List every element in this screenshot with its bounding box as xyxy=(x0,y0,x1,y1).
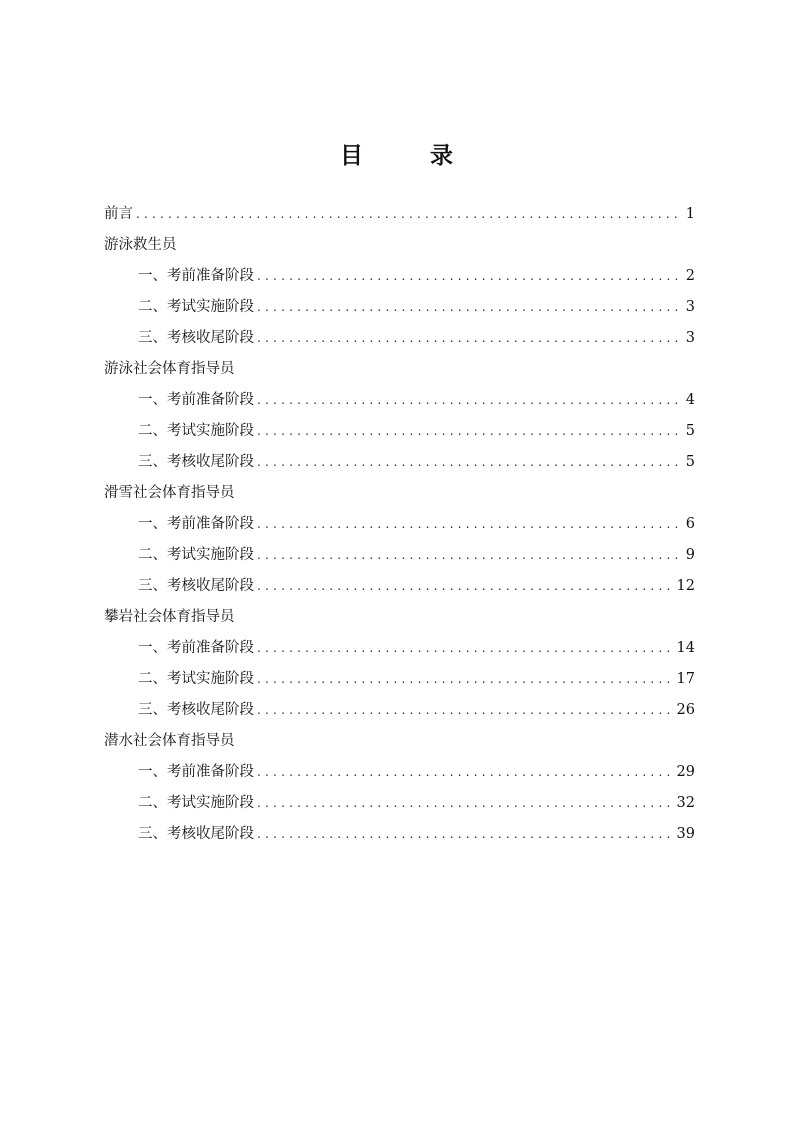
toc-entry[interactable] xyxy=(104,819,695,850)
toc-page-number: 32 xyxy=(676,795,695,811)
dot-leader xyxy=(257,819,674,850)
toc-entry[interactable] xyxy=(104,416,695,447)
toc-entry-label: 二、考试实施阶段 xyxy=(138,795,254,811)
dot-leader xyxy=(257,323,683,354)
toc-entry-label: 前言 xyxy=(104,206,133,222)
toc-page-number: 12 xyxy=(676,578,695,594)
toc-page-number: 2 xyxy=(685,268,695,284)
toc-entry[interactable] xyxy=(104,323,695,354)
dot-leader xyxy=(257,416,683,447)
toc-page-number: 5 xyxy=(685,454,695,470)
dot-leader xyxy=(257,571,674,602)
dot-leader xyxy=(257,292,683,323)
toc-page-number: 3 xyxy=(685,299,695,315)
toc-heading-label: 潜水社会体育指导员 xyxy=(104,733,235,749)
toc-page-number: 1 xyxy=(685,206,695,222)
dot-leader xyxy=(136,199,683,230)
toc-entry-label: 三、考核收尾阶段 xyxy=(138,826,254,842)
dot-leader xyxy=(257,695,674,726)
toc-page-number: 14 xyxy=(676,640,695,656)
toc-heading-label: 滑雪社会体育指导员 xyxy=(104,485,235,501)
dot-leader xyxy=(257,788,674,819)
toc-entry[interactable] xyxy=(104,292,695,323)
toc-heading-swim-lifeguard xyxy=(104,230,695,261)
toc-entry-label: 三、考核收尾阶段 xyxy=(138,702,254,718)
toc-entry[interactable] xyxy=(104,695,695,726)
toc-entry-label: 二、考试实施阶段 xyxy=(138,547,254,563)
toc-page-number: 3 xyxy=(685,330,695,346)
toc-page-number: 26 xyxy=(676,702,695,718)
toc-entry-preface[interactable] xyxy=(104,199,695,230)
toc-entry[interactable] xyxy=(104,664,695,695)
toc-heading-ski-instructor xyxy=(104,478,695,509)
dot-leader xyxy=(257,447,683,478)
toc-heading-label: 游泳救生员 xyxy=(104,237,177,253)
toc-entry-label: 三、考核收尾阶段 xyxy=(138,330,254,346)
toc-entry[interactable] xyxy=(104,509,695,540)
toc-page-number: 29 xyxy=(676,764,695,780)
toc-entry-label: 二、考试实施阶段 xyxy=(138,671,254,687)
toc-entry[interactable] xyxy=(104,571,695,602)
table-of-contents xyxy=(104,199,695,850)
toc-title: 目 录 xyxy=(340,142,475,169)
dot-leader xyxy=(257,633,674,664)
toc-page-number: 5 xyxy=(685,423,695,439)
toc-entry-label: 一、考前准备阶段 xyxy=(138,764,254,780)
toc-page-number: 9 xyxy=(685,547,695,563)
toc-page-number: 4 xyxy=(685,392,695,408)
toc-heading-label: 攀岩社会体育指导员 xyxy=(104,609,235,625)
toc-entry-label: 二、考试实施阶段 xyxy=(138,423,254,439)
toc-entry-label: 三、考核收尾阶段 xyxy=(138,578,254,594)
toc-entry-label: 一、考前准备阶段 xyxy=(138,640,254,656)
toc-entry[interactable] xyxy=(104,757,695,788)
dot-leader xyxy=(257,757,674,788)
toc-heading-swim-instructor xyxy=(104,354,695,385)
dot-leader xyxy=(257,385,683,416)
dot-leader xyxy=(257,540,683,571)
toc-entry[interactable] xyxy=(104,540,695,571)
dot-leader xyxy=(257,509,683,540)
toc-entry[interactable] xyxy=(104,447,695,478)
toc-entry[interactable] xyxy=(104,261,695,292)
toc-entry-label: 一、考前准备阶段 xyxy=(138,516,254,532)
toc-entry[interactable] xyxy=(104,385,695,416)
toc-page-number: 39 xyxy=(676,826,695,842)
toc-entry-label: 二、考试实施阶段 xyxy=(138,299,254,315)
dot-leader xyxy=(257,261,683,292)
toc-entry-label: 一、考前准备阶段 xyxy=(138,392,254,408)
toc-heading-diving-instructor xyxy=(104,726,695,757)
toc-entry-label: 三、考核收尾阶段 xyxy=(138,454,254,470)
toc-entry[interactable] xyxy=(104,788,695,819)
toc-entry-label: 一、考前准备阶段 xyxy=(138,268,254,284)
toc-page-number: 6 xyxy=(685,516,695,532)
toc-entry[interactable] xyxy=(104,633,695,664)
dot-leader xyxy=(257,664,674,695)
toc-heading-label: 游泳社会体育指导员 xyxy=(104,361,235,377)
toc-page-number: 17 xyxy=(676,671,695,687)
toc-heading-climbing-instructor xyxy=(104,602,695,633)
